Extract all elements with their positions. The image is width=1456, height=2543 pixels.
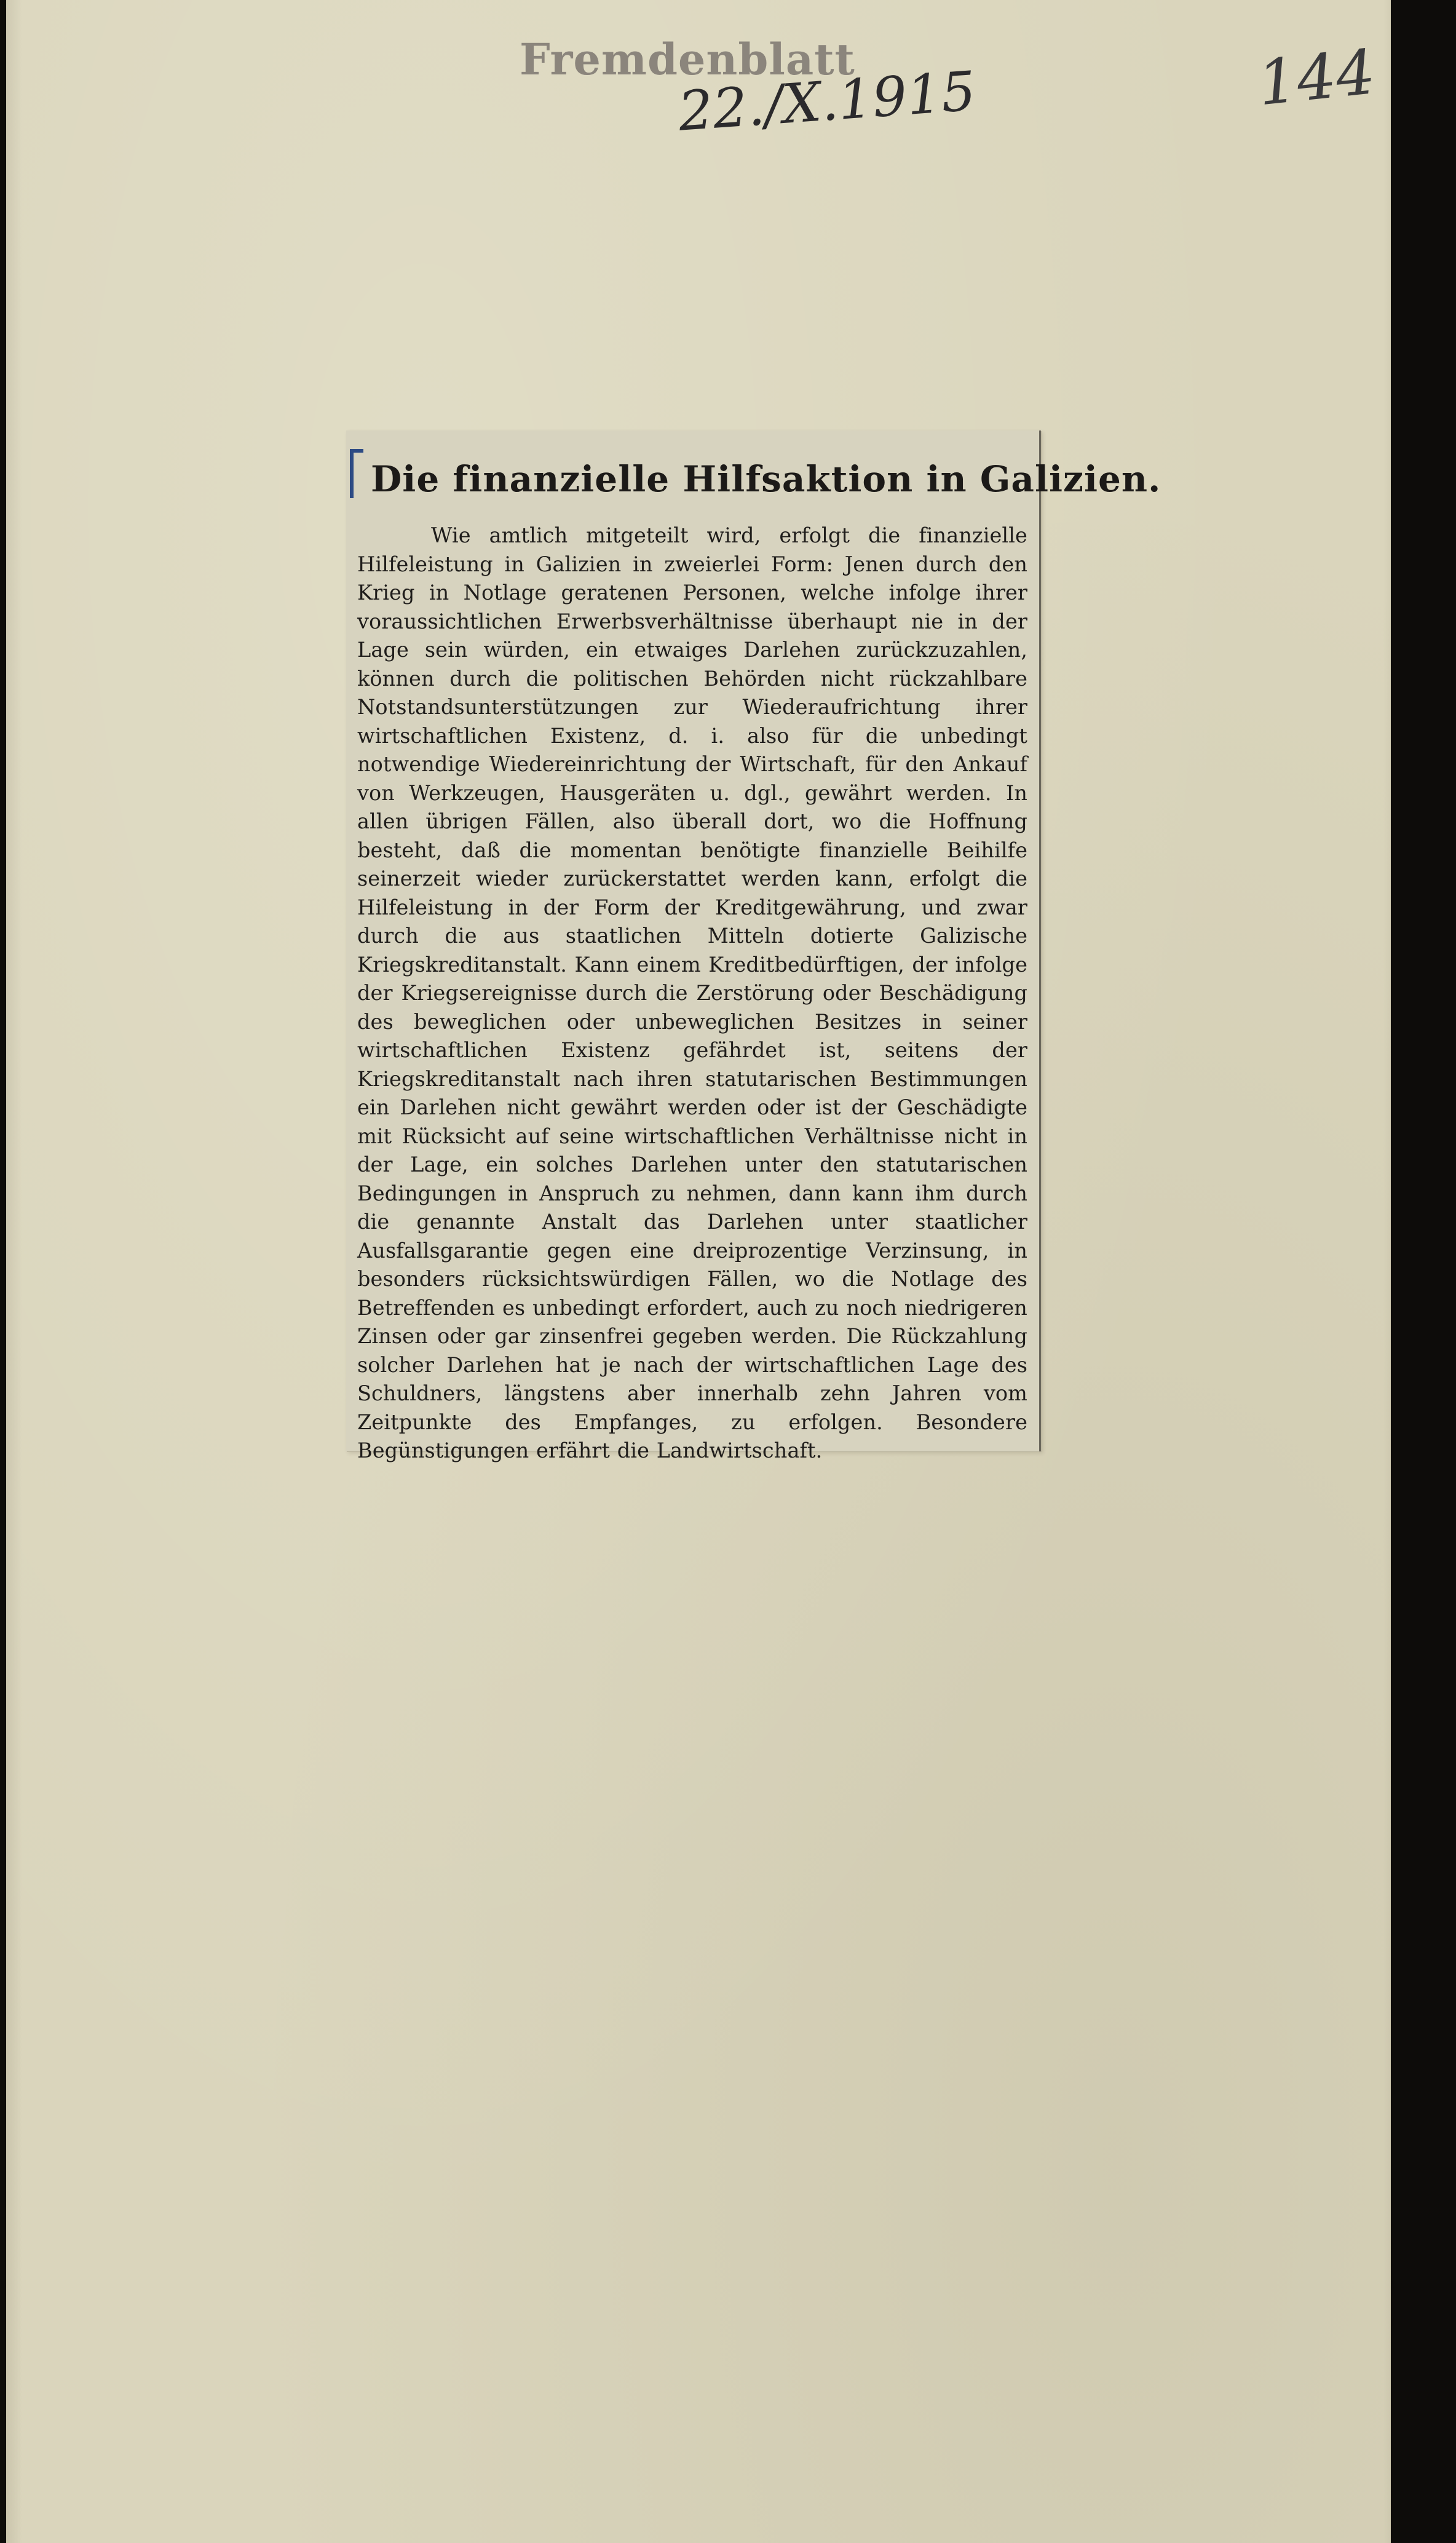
article-title: Die finanzielle Hilfsaktion in Galizien. (371, 458, 1161, 500)
handwritten-page-number: 144 (1254, 36, 1379, 120)
article-body: Wie amtlich mitgeteilt wird, erfolgt die finanzielle Hilfeleistung in Galizien in zweierlei Form: Jenen durch den Krieg in Notlage geratenen Personen, welche infolge ihrer voraussichtlichen Erwerbsverhältnisse überhaupt nie in der Lage sein würden, ein etwaiges Darlehen zurückzuzahlen, können durch die politischen Behörden nicht rückzahlbare Notstandsunterstützungen zur Wiederaufrichtung ihrer wirtschaftlichen Existenz, d. i. also für die unbedingt notwendige Wiedereinrichtung der Wirtschaft, für den Ankauf von Werkzeugen, Hausgeräten u. dgl., gewährt werden. In allen übrigen Fällen, also überall dort, wo die Hoffnung besteht, daß die momentan benötigte finanzielle Beihilfe seinerzeit wieder zurückerstattet werden kann, erfolgt die Hilfeleistung in der Form der Kreditgewährung, und zwar durch die aus staatlichen Mitteln dotierte Galizische Kriegskreditanstalt. Kann einem Kreditbedürftigen, der infolge der Kriegsereignisse durch die Zerstörung oder Beschädigung des beweglichen oder unbeweglichen Besitzes in seiner wirtschaftlichen Existenz gefährdet ist, seitens der Kriegskreditanstalt nach ihren statutarischen Bestimmungen ein Darlehen nicht gewährt werden oder ist der Geschädigte mit Rücksicht auf seine wirtschaftlichen Verhältnisse nicht in der Lage, ein solches Darlehen unter den statutarischen Bedingungen in Anspruch zu nehmen, dann kann ihm durch die genannte Anstalt das Darlehen unter staatlicher Ausfallsgarantie gegen eine dreiprozentige Verzinsung, in besonders rücksichtswürdigen Fällen, wo die Notlage des Betreffenden es unbedingt erfordert, auch zu noch niedrigeren Zinsen oder gar zinsenfrei gegeben werden. Die Rückzahlung solcher Darlehen hat je nach der wirtschaftlichen Lage des Schuldners, längstens aber innerhalb zehn Jahren vom Zeitpunkte des Empfanges, zu erfolgen. Besondere Begünstigungen erfährt die Landwirtschaft. (357, 523, 1027, 1462)
archive-sheet (6, 0, 1397, 2543)
scan-background (1391, 0, 1456, 2543)
newspaper-stamp: Fremdenblatt (520, 34, 855, 85)
newspaper-clipping (346, 430, 1161, 1462)
blue-pencil-mark-vertical (350, 449, 354, 498)
handwritten-date: 22./X.1915 (676, 59, 978, 143)
